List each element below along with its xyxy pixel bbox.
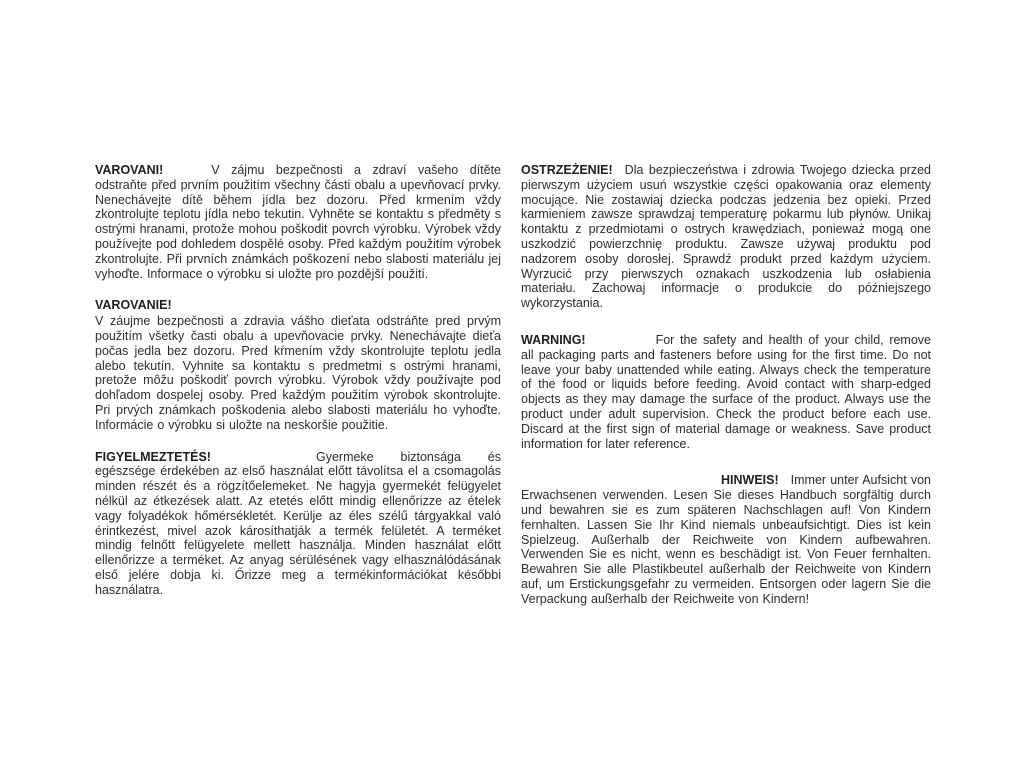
- german-paragraph: [521, 473, 931, 606]
- warning-block-polish: [521, 163, 931, 311]
- english-heading: WARNING!: [521, 332, 586, 347]
- slovak-paragraph: [95, 298, 501, 432]
- english-body-text: For the safety and health of your child, remove all packaging parts and fasteners before using for the first time. Do not leave your baby unattended while eating. Always check the temperature of the food or liquids before feeding. Avoid contact with sharp-edged objects as they may damage the surface of the product. Always use the product under adult supervision. Check the product before each use. Discard at the first sign of material damage or weakness. Save product information for later reference.: [521, 332, 931, 451]
- polish-heading: OSTRZEŻENIE!: [521, 163, 613, 177]
- english-paragraph: [521, 333, 931, 451]
- polish-body-text: Dla bezpieczeństwa i zdrowia Twojego dziecka przed pierwszym użyciem usuń wszystkie części opakowania oraz elementy mocujące. Nie zostawiaj dziecka podczas jedzenia bez opieki. Przed karmieniem zawsze sprawdzaj temperaturę pokarmu lub płynów. Unikaj kontaktu z przedmiotami o ostrych krawędziach, ponieważ mogą one uszkodzić powierzchnię produktu. Zawsze używaj produktu pod nadzorem osoby dorosłej. Sprawdź produkt przed każdym użyciem. Wyrzucić przy pierwszych oznakach uszkodzenia lub osłabienia materiału. Zachowaj informacje o produkcie do późniejszego wykorzystania.: [521, 163, 931, 311]
- hungarian-paragraph: [95, 450, 501, 598]
- czech-body-text: V zájmu bezpečnosti a zdraví vašeho dítěte odstraňte před prvním použitím všechny části obalu a upevňovací prvky. Nenechávejte dítě během jídla bez dozoru. Před krmením vždy zkontrolujte teplotu jídla nebo tekutin. Vyhněte se kontaktu s předměty s ostrými hranami, protože mohou poškodit povrch výrobku. Výrobek vždy používejte pod dohledem dospělé osoby. Před každým použitím výrobek zkontrolujte. Při prvních známkách poškození nebo slabosti materiálu jej vyhoďte. Informace o výrobku si uložte pro pozdější použití.: [95, 163, 501, 281]
- left-column: [95, 163, 501, 615]
- polish-paragraph: [521, 163, 931, 311]
- german-body-text: Immer unter Aufsicht von Erwachsenen verwenden. Lesen Sie dieses Handbuch sorgfältig durch und bewahren sie es zum späteren Nachschlagen auf! Von Kindern fernhalten. Lassen Sie Ihr Kind niemals unbeaufsichtigt. Dies ist kein Spielzeug. Außerhalb der Reichweite von Kindern aufbewahren. Verwenden Sie es nicht, wenn es beschädigt ist. Von Feuer fernhalten. Bewahren Sie alle Plastikbeutel außerhalb der Reichweite von Kindern auf, um Erstickungsgefahr zu vermeiden. Entsorgen oder lagern Sie die Verpackung außerhalb der Reichweite von Kindern!: [521, 473, 931, 606]
- hungarian-body-text: Gyermeke biztonsága és egészsége érdekében az első használat előtt távolítsa el a csomagolás minden részét és a rögzítőelemeket. Ne hagyja gyermekét felügyelet nélkül az étkezések alatt. Az etetés előtt mindig ellenőrizze az ételek vagy folyadékok hőmérsékletét. Kerülje az éles szélű tárgyakkal való érintkezést, mivel azok károsíthatják a termék felületét. A terméket mindig felnőtt felügyelete mellett használja. Minden használat előtt ellenőrizze a terméket. Az anyag sérülésének vagy elhasználódásának első jelére dobja ki. Őrizze meg a termékinformációkat későbbi használatra.: [95, 449, 501, 597]
- right-column: [521, 163, 931, 629]
- hungarian-heading: FIGYELMEZTETÉS!: [95, 449, 211, 464]
- warning-block-english: [521, 333, 931, 451]
- czech-paragraph: [95, 163, 501, 281]
- warning-block-hungarian: [95, 450, 501, 598]
- german-heading: HINWEIS!: [721, 473, 779, 488]
- slovak-body-text: V záujme bezpečnosti a zdravia vášho dieťata odstráňte pred prvým použitím všetky časti obalu a upevňovacie prvky. Nenechávajte dieťa počas jedla bez dozoru. Pred kŕmením vždy skontrolujte teplotu jedla alebo tekutín. Vyhnite sa kontaktu s predmetmi s ostrými hranami, pretože môžu poškodiť povrch výrobku. Výrobok vždy používajte pod dohľadom dospelej osoby. Pred každým použitím výrobok skontrolujte. Pri prvých známkach poškodenia alebo slabosti materiálu ho vyhoďte. Informácie o výrobku si uložte na neskoršie použitie.: [95, 314, 501, 432]
- warning-block-german: [521, 473, 931, 606]
- warning-block-czech: [95, 163, 501, 281]
- slovak-heading: VAROVANIE!: [95, 298, 172, 313]
- warning-block-slovak: [95, 298, 501, 432]
- czech-heading: VAROVANI!: [95, 163, 164, 177]
